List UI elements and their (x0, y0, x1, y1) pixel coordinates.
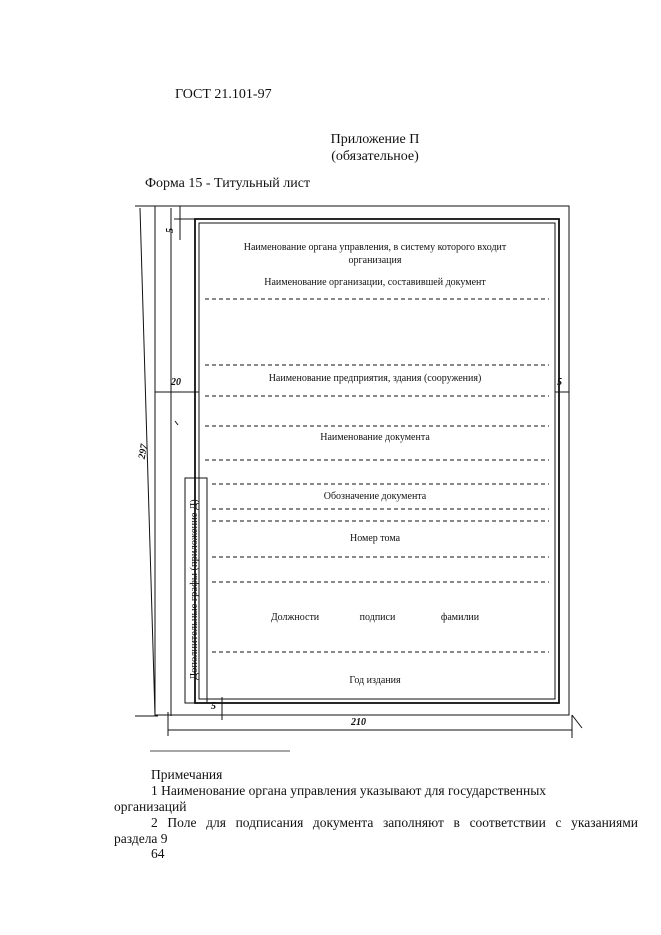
field-document-name: Наименование документа (320, 432, 430, 443)
field-authority-name: Наименование органа управления, в систему которого входит (243, 242, 507, 253)
field-enterprise-name: Наименование предприятия, здания (сооружения) (268, 373, 482, 384)
dimension-right-margin-label: 5 (557, 377, 562, 388)
dimension-height-label: 297 (136, 443, 151, 460)
note-2-line2: раздела 9 (114, 831, 168, 846)
field-organization-name: Наименование организации, составившей документ (264, 277, 486, 288)
note-2-line1: 2 Поле для подписания документа заполняют в соответствии с указаниями (151, 815, 638, 830)
standard-number: ГОСТ 21.101-97 (175, 87, 272, 102)
dimension-bottom-margin-label: 5 (211, 701, 216, 712)
additional-columns-label: Дополнительные графы (приложение Д) (189, 499, 200, 680)
field-document-designation: Обозначение документа (323, 491, 427, 502)
note-1-line1: 1 Наименование органа управления указывают для государственных (151, 783, 547, 798)
inner-frame-inner (199, 223, 555, 699)
field-sign-positions: Должности (270, 612, 320, 623)
dimension-top-margin-label: 5 (165, 228, 176, 233)
field-authority-name-cont: организация (348, 255, 402, 266)
page-number: 64 (151, 846, 165, 861)
dimension-left-margin-label: 20 (171, 377, 181, 388)
form-title: Форма 15 - Титульный лист (145, 176, 311, 191)
field-sign-surnames: фамилии (440, 612, 480, 623)
field-publication-year: Год издания (349, 675, 401, 686)
dimension-width-label: 210 (351, 717, 366, 728)
field-sign-signatures: подписи (359, 612, 396, 623)
notes-heading: Примечания (151, 767, 223, 782)
dashed-field-lines (205, 299, 549, 652)
inner-frame-outer (195, 219, 559, 703)
appendix-type: (обязательное) (331, 149, 419, 164)
note-1-line2: организаций (114, 799, 187, 814)
dimension-height-line (140, 208, 155, 716)
field-volume-number: Номер тома (349, 533, 401, 544)
appendix-title: Приложение П (330, 132, 420, 147)
